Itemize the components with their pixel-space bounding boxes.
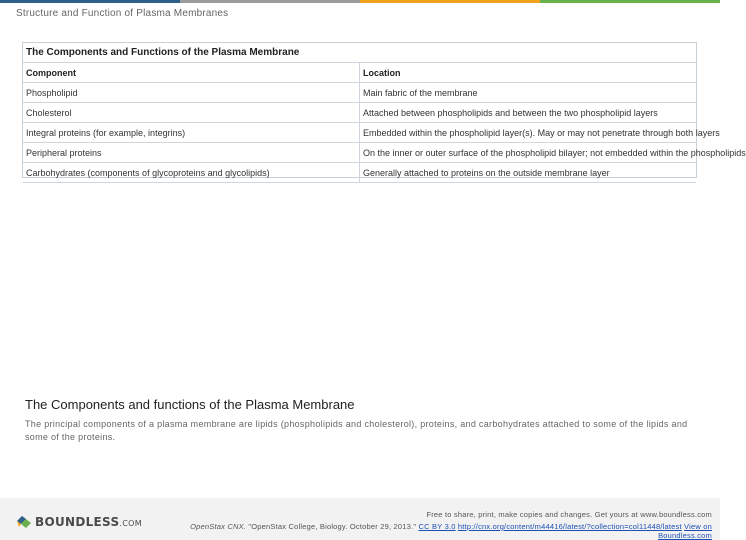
column-header-component: Component <box>23 63 360 83</box>
boundless-logo[interactable] <box>16 515 142 529</box>
cell-location: On the inner or outer surface of the phospholipid bilayer; not embedded within the phospholipids <box>360 143 697 163</box>
caption-title: The Components and functions of the Plasma Membrane <box>25 397 355 412</box>
logo-text: BOUNDLESS <box>35 515 120 529</box>
cell-component: Phospholipid <box>23 83 360 103</box>
source-prefix: OpenStax CNX. <box>190 522 247 531</box>
table-row <box>23 163 696 183</box>
view-on-link[interactable]: View on <box>684 522 712 531</box>
cell-component: Integral proteins (for example, integrins) <box>23 123 360 143</box>
cell-component: Cholesterol <box>23 103 360 123</box>
table-row <box>23 123 696 143</box>
cell-component: Peripheral proteins <box>23 143 360 163</box>
cell-location: Embedded within the phospholipid layer(s). May or may not penetrate through both layers <box>360 123 697 143</box>
source-text: "OpenStax College, Biology. October 29, 2013." <box>246 522 417 531</box>
components-table <box>23 43 746 183</box>
top-color-bar <box>0 0 720 3</box>
table-title: The Components and Functions of the Plasma Membrane <box>23 43 696 63</box>
caption-text: The principal components of a plasma membrane are lipids (phospholipids and cholesterol), proteins, and carbohydrates attached to some of the lipids and some of the proteins. <box>25 419 688 442</box>
source-attribution <box>190 522 712 531</box>
logo-wordmark <box>35 515 142 529</box>
cell-component: Carbohydrates (components of glycoproteins and glycolipids) <box>23 163 360 183</box>
view-site-line <box>658 531 712 540</box>
cell-location: Main fabric of the membrane <box>360 83 697 103</box>
components-table-image <box>22 42 746 178</box>
license-link[interactable]: CC BY 3.0 <box>418 522 456 531</box>
cell-location: Generally attached to proteins on the outside membrane layer <box>360 163 697 183</box>
share-notice: Free to share, print, make copies and changes. Get yours at www.boundless.com <box>426 510 712 519</box>
column-header-location: Location <box>360 63 697 83</box>
color-segment-4 <box>540 0 720 3</box>
table-row <box>23 143 696 163</box>
boundless-site-link[interactable]: Boundless.com <box>658 531 712 540</box>
table-title-row <box>23 43 696 63</box>
source-link[interactable]: http://cnx.org/content/m44416/latest/?collection=col11448/latest <box>457 522 682 531</box>
color-segment-2 <box>180 0 360 3</box>
cell-location: Attached between phospholipids and between the two phospholipid layers <box>360 103 697 123</box>
logo-suffix: .COM <box>119 519 142 528</box>
color-segment-1 <box>0 0 180 3</box>
boundless-logo-icon <box>16 515 32 529</box>
table-row <box>23 103 696 123</box>
color-segment-3 <box>360 0 540 3</box>
slide-title: Structure and Function of Plasma Membranes <box>16 8 229 19</box>
table-row <box>23 83 696 103</box>
table-header-row <box>23 63 696 83</box>
footer <box>0 498 720 540</box>
